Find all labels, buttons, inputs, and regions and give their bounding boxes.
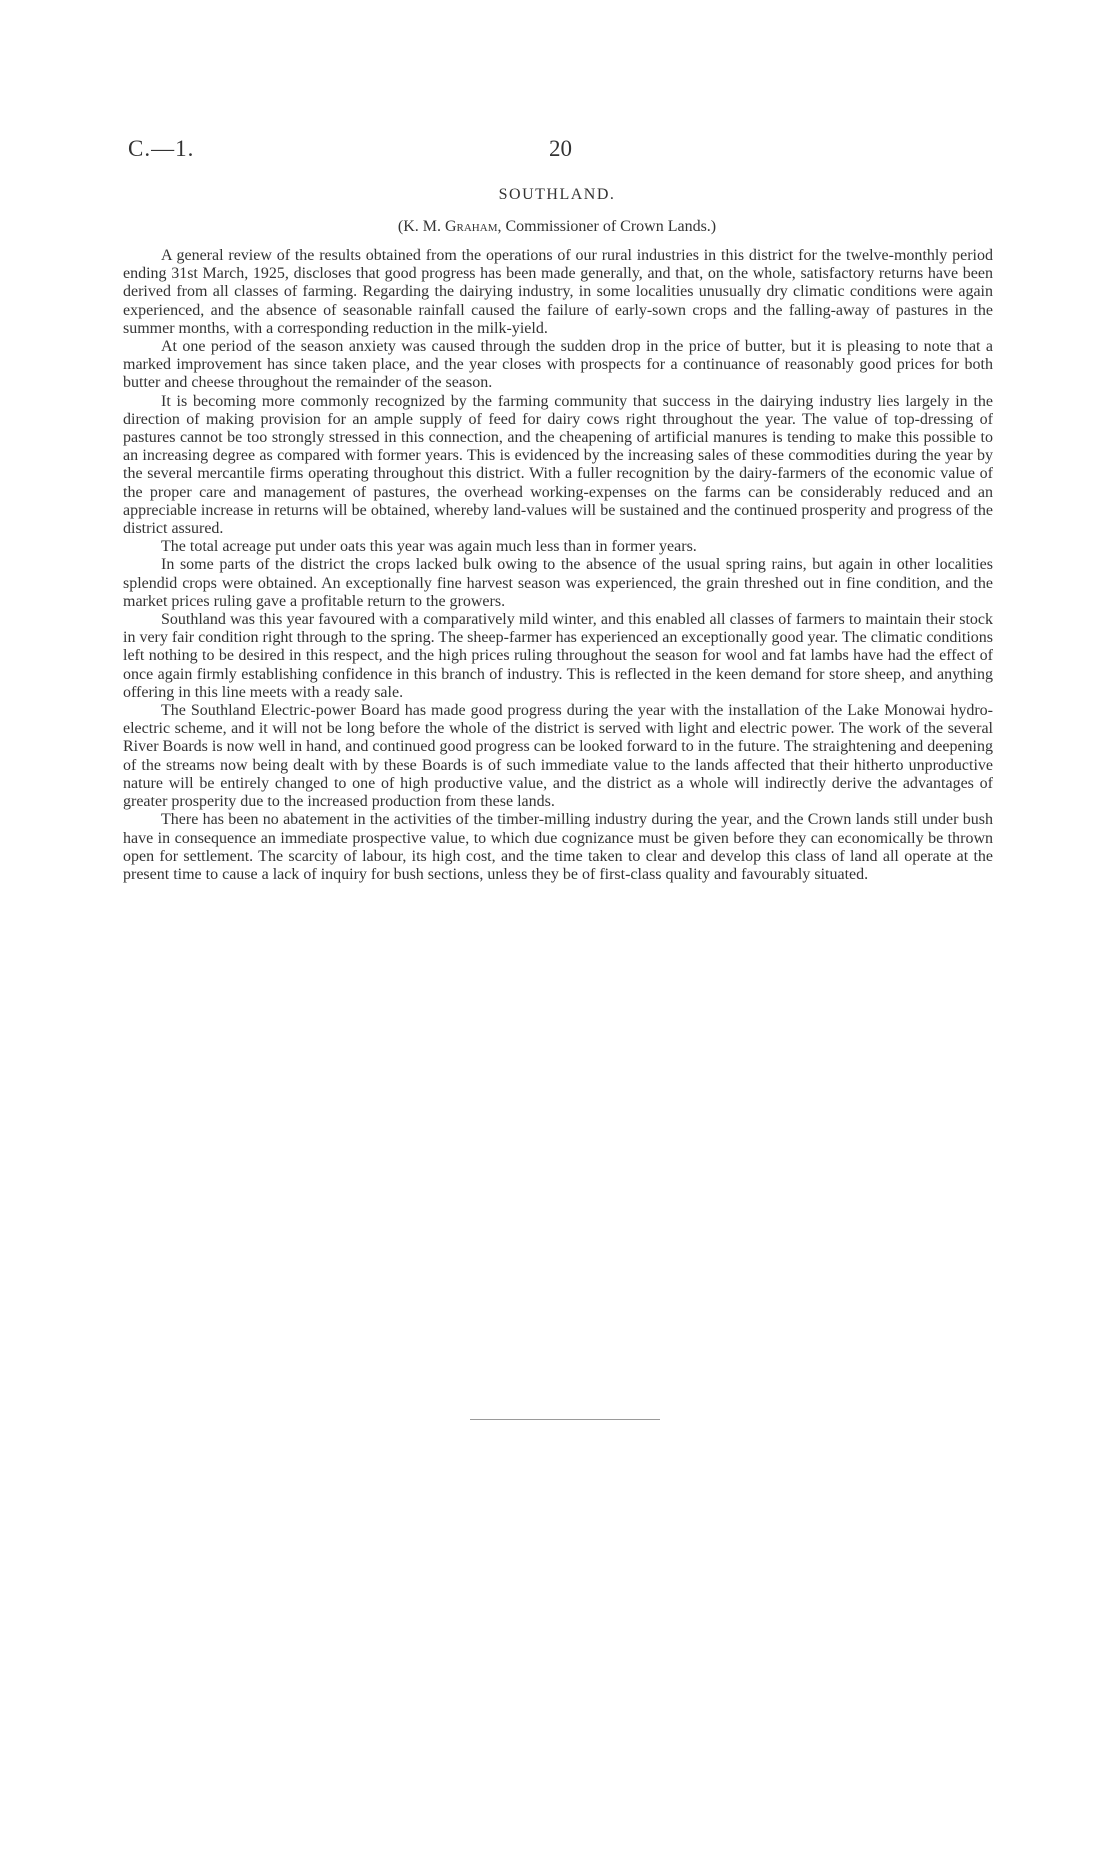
paragraph-oats-acreage: The total acreage put under oats this year was again much less than in former years. <box>161 538 697 556</box>
paragraph-sheep-farming: Southland was this year favoured with a comparatively mild winter, and this enabled all classes of farmers to maintain their stock in very fair condition right through to the spring. The sheep-farmer has experienced an exceptionally good year. The climatic conditions left nothing to be desired in this respect, and the high prices ruling throughout the season for wool and fat lambs have had the effect of once again firmly establishing confidence in this branch of industry. This is reflected in the keen demand for store sheep, and anything offering in this line meets with a ready sale. <box>123 611 993 701</box>
body-text <box>123 247 993 884</box>
byline-open: (K. M. <box>397 218 445 235</box>
byline-name: Graham <box>444 218 498 235</box>
paragraph-crops-harvest: In some parts of the district the crops lacked bulk owing to the absence of the usual spring rains, but again in other localities splendid crops were obtained. An exceptionally fine harvest season was experienced, the grain threshed out in fine condition, and the market prices ruling gave a profitable return to the growers. <box>123 556 993 610</box>
section-byline <box>0 218 1114 236</box>
paragraph-general-review: A general review of the results obtained from the operations of our rural industries in this district for the twelve-monthly period ending 31st March, 1925, discloses that good progress has been made generally, and that, on the whole, satisfactory returns have been derived from all classes of farming. Regarding the dairying industry, in some localities unusually dry climatic conditions were again experienced, and the absence of seasonable rainfall caused the failure of early-sown crops and the falling-away of pastures in the summer months, with a corresponding reduction in the milk-yield. <box>123 247 993 337</box>
paragraph-butter-prices: At one period of the season anxiety was caused through the sudden drop in the price of butter, but it is pleasing to note that a marked improvement has since taken place, and the year closes with prospects for a continuance of reasonably good prices for both butter and cheese throughout the remainder of the season. <box>123 338 993 392</box>
document-reference: C.—1. <box>128 136 195 161</box>
page-number: 20 <box>549 136 572 161</box>
paragraph-dairying-feed: It is becoming more commonly recognized by the farming community that success in the dairying industry lies largely in the direction of making provision for an ample supply of feed for dairy cows right throughout the year. The value of top-dressing of pastures cannot be too strongly stressed in this connection, and the cheapening of artificial manures is tending to make this possible to an increasing degree as compared with former years. This is evidenced by the increasing sales of these commodities during the year by the several mercantile firms operating throughout this district. With a fuller recognition by the dairy-farmers of the economic value of the proper care and management of pastures, the overhead working-expenses on the farms can be considerably reduced and an appreciable increase in returns will be obtained, whereby land-values will be sustained and the continued prosperity and progress of the district assured. <box>123 392 993 538</box>
section-divider <box>470 1419 660 1420</box>
paragraph-timber-milling: There has been no abatement in the activities of the timber-milling industry during the year, and the Crown lands still under bush have in consequence an immediate prospective value, to which due cognizance must be given before they can economically be thrown open for settlement. The scarcity of labour, its high cost, and the time taken to clear and develop this class of land all operate at the present time to cause a lack of inquiry for bush sections, unless they be of first-class quality and favourably situated. <box>123 811 993 883</box>
paragraph-electric-power: The Southland Electric-power Board has made good progress during the year with the installation of the Lake Monowai hydro-electric scheme, and it will not be long before the whole of the district is served with light and electric power. The work of the several River Boards is now well in hand, and continued good progress can be looked forward to in the future. The straightening and deepening of the streams now being dealt with by these Boards is of such immediate value to the lands affected that their hitherto unproductive nature will be entirely changed to one of high productive value, and the district as a whole will indirectly derive the advantages of greater prosperity due to the increased production from these lands. <box>123 702 993 811</box>
byline-rest: , Commissioner of Crown Lands.) <box>497 218 717 235</box>
section-title: SOUTHLAND. <box>498 186 616 203</box>
